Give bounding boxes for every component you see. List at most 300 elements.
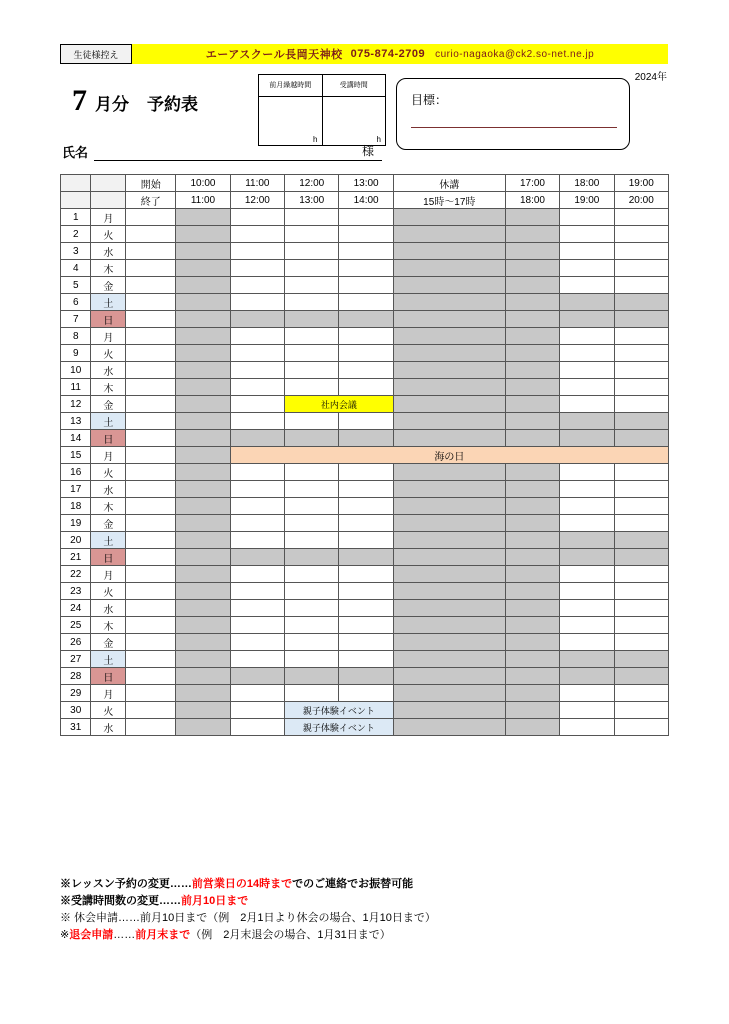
bookable-slot-cell[interactable] [614, 396, 668, 413]
bookable-slot-cell[interactable] [614, 583, 668, 600]
bookable-slot-cell[interactable] [339, 362, 393, 379]
bookable-slot-cell[interactable] [339, 328, 393, 345]
bookable-slot-cell[interactable] [339, 481, 393, 498]
bookable-slot-cell[interactable] [614, 277, 668, 294]
bookable-slot-cell[interactable] [285, 498, 339, 515]
row-label-cell[interactable] [126, 634, 176, 651]
unavailable-slot-cell [339, 549, 393, 566]
row-date-number: 10 [61, 362, 91, 379]
closed-period-time: 15時〜17時 [393, 192, 505, 209]
unavailable-slot-cell [505, 515, 559, 532]
row-label-cell[interactable] [126, 379, 176, 396]
end-time-6: 20:00 [614, 192, 668, 209]
row-label-cell[interactable] [126, 498, 176, 515]
unavailable-slot-cell [505, 277, 559, 294]
bookable-slot-cell[interactable] [339, 379, 393, 396]
bookable-slot-cell[interactable] [614, 362, 668, 379]
unavailable-slot-cell [505, 498, 559, 515]
unavailable-slot-cell [560, 413, 614, 430]
bookable-slot-cell[interactable] [339, 651, 393, 668]
bookable-slot-cell[interactable] [614, 464, 668, 481]
row-weekday: 日 [91, 549, 126, 566]
unavailable-slot-cell [176, 481, 230, 498]
row-date-number: 15 [61, 447, 91, 464]
bookable-slot-cell[interactable] [285, 617, 339, 634]
bookable-slot-cell[interactable] [339, 226, 393, 243]
row-weekday: 木 [91, 617, 126, 634]
bookable-slot-cell[interactable] [614, 634, 668, 651]
row-label-cell[interactable] [126, 702, 176, 719]
bookable-slot-cell[interactable] [614, 702, 668, 719]
closed-slot-cell [393, 226, 505, 243]
unavailable-slot-cell [176, 447, 230, 464]
note-line-1 [60, 893, 436, 910]
bookable-slot-cell[interactable] [285, 464, 339, 481]
row-weekday: 木 [91, 498, 126, 515]
bookable-slot-cell[interactable] [560, 515, 614, 532]
bookable-slot-cell[interactable] [230, 328, 284, 345]
table-row [61, 549, 669, 566]
row-label-cell[interactable] [126, 362, 176, 379]
bookable-slot-cell[interactable] [339, 532, 393, 549]
row-date-number: 14 [61, 430, 91, 447]
bookable-slot-cell[interactable] [230, 345, 284, 362]
table-row [61, 328, 669, 345]
unavailable-slot-cell [505, 600, 559, 617]
unavailable-slot-cell [560, 311, 614, 328]
carryover-header-left: 前月繰越時間 [259, 75, 323, 97]
bookable-slot-cell[interactable] [339, 685, 393, 702]
bookable-slot-cell[interactable] [230, 498, 284, 515]
row-weekday: 日 [91, 430, 126, 447]
row-date-number: 18 [61, 498, 91, 515]
row-weekday: 日 [91, 311, 126, 328]
unavailable-slot-cell [230, 430, 284, 447]
bookable-slot-cell[interactable] [339, 294, 393, 311]
bookable-slot-cell[interactable] [285, 260, 339, 277]
unavailable-slot-cell [176, 719, 230, 736]
unavailable-slot-cell [505, 328, 559, 345]
bookable-slot-cell[interactable] [339, 600, 393, 617]
closed-period-label: 休講 [393, 175, 505, 192]
bookable-slot-cell[interactable] [230, 532, 284, 549]
bookable-slot-cell[interactable] [614, 685, 668, 702]
row-label-cell[interactable] [126, 549, 176, 566]
row-label-cell[interactable] [126, 430, 176, 447]
note-3-mid: …… [113, 929, 136, 942]
row-label-cell[interactable] [126, 515, 176, 532]
unavailable-slot-cell [505, 651, 559, 668]
bookable-slot-cell[interactable] [614, 719, 668, 736]
carryover-header-right: 受講時間 [323, 75, 386, 97]
header-blank-day [91, 175, 126, 192]
table-row [61, 413, 669, 430]
header-blank-num-2 [61, 192, 91, 209]
bookable-slot-cell[interactable] [285, 243, 339, 260]
bookable-slot-cell[interactable] [614, 600, 668, 617]
unavailable-slot-cell [505, 566, 559, 583]
closed-slot-cell [393, 311, 505, 328]
row-weekday: 水 [91, 362, 126, 379]
schedule-note-cell[interactable]: 社内会議 [285, 396, 394, 413]
bookable-slot-cell[interactable] [614, 345, 668, 362]
row-date-number: 5 [61, 277, 91, 294]
bookable-slot-cell[interactable] [285, 226, 339, 243]
bookable-slot-cell[interactable] [614, 617, 668, 634]
table-row [61, 702, 669, 719]
note-1-prefix: ※受講時間数の変更…… [60, 895, 181, 908]
row-label-cell[interactable] [126, 260, 176, 277]
bookable-slot-cell[interactable] [285, 277, 339, 294]
bookable-slot-cell[interactable] [560, 600, 614, 617]
unavailable-slot-cell [176, 260, 230, 277]
start-label: 開始 [126, 175, 176, 192]
unavailable-slot-cell [176, 345, 230, 362]
bookable-slot-cell[interactable] [230, 379, 284, 396]
table-row [61, 209, 669, 226]
bookable-slot-cell[interactable] [230, 464, 284, 481]
bookable-slot-cell[interactable] [230, 481, 284, 498]
row-label-cell[interactable] [126, 413, 176, 430]
bookable-slot-cell[interactable] [560, 464, 614, 481]
unavailable-slot-cell [176, 583, 230, 600]
row-date-number: 25 [61, 617, 91, 634]
row-label-cell[interactable] [126, 447, 176, 464]
bookable-slot-cell[interactable] [560, 209, 614, 226]
bookable-slot-cell[interactable] [339, 583, 393, 600]
bookable-slot-cell[interactable] [339, 498, 393, 515]
bookable-slot-cell[interactable] [230, 209, 284, 226]
bookable-slot-cell[interactable] [560, 260, 614, 277]
row-date-number: 1 [61, 209, 91, 226]
closed-slot-cell [393, 209, 505, 226]
table-row [61, 685, 669, 702]
note-line-3 [60, 927, 436, 944]
unavailable-slot-cell [176, 209, 230, 226]
bookable-slot-cell[interactable] [560, 617, 614, 634]
bookable-slot-cell[interactable] [560, 277, 614, 294]
row-label-cell[interactable] [126, 685, 176, 702]
bookable-slot-cell[interactable] [560, 702, 614, 719]
unavailable-slot-cell [176, 702, 230, 719]
note-0-suffix: でのご連絡でお振替可能 [292, 878, 414, 890]
unavailable-slot-cell [505, 430, 559, 447]
start-time-3: 13:00 [339, 175, 393, 192]
row-label-cell[interactable] [126, 532, 176, 549]
bookable-slot-cell[interactable] [614, 566, 668, 583]
bookable-slot-cell[interactable] [560, 481, 614, 498]
bookable-slot-cell[interactable] [339, 617, 393, 634]
bookable-slot-cell[interactable] [560, 634, 614, 651]
bookable-slot-cell[interactable] [560, 243, 614, 260]
row-date-number: 29 [61, 685, 91, 702]
bookable-slot-cell[interactable] [285, 515, 339, 532]
schedule-note-cell[interactable]: 海の日 [230, 447, 668, 464]
row-label-cell[interactable] [126, 209, 176, 226]
header-blank-num [61, 175, 91, 192]
carryover-value-right[interactable]: h [376, 135, 381, 144]
table-row [61, 226, 669, 243]
bookable-slot-cell[interactable] [339, 243, 393, 260]
start-time-2: 12:00 [285, 175, 339, 192]
row-date-number: 31 [61, 719, 91, 736]
row-date-number: 12 [61, 396, 91, 413]
bookable-slot-cell[interactable] [285, 685, 339, 702]
note-line-2 [60, 910, 436, 927]
bookable-slot-cell[interactable] [285, 328, 339, 345]
closed-slot-cell [393, 345, 505, 362]
row-label-cell[interactable] [126, 311, 176, 328]
row-date-number: 24 [61, 600, 91, 617]
bookable-slot-cell[interactable] [339, 413, 393, 430]
closed-slot-cell [393, 498, 505, 515]
row-label-cell[interactable] [126, 294, 176, 311]
bookable-slot-cell[interactable] [614, 260, 668, 277]
unavailable-slot-cell [339, 668, 393, 685]
unavailable-slot-cell [176, 668, 230, 685]
closed-slot-cell [393, 549, 505, 566]
row-date-number: 6 [61, 294, 91, 311]
bookable-slot-cell[interactable] [560, 379, 614, 396]
bookable-slot-cell[interactable] [230, 617, 284, 634]
row-label-cell[interactable] [126, 719, 176, 736]
closed-slot-cell [393, 651, 505, 668]
row-weekday: 水 [91, 719, 126, 736]
closed-slot-cell [393, 600, 505, 617]
bookable-slot-cell[interactable] [230, 396, 284, 413]
unavailable-slot-cell [230, 668, 284, 685]
bookable-slot-cell[interactable] [230, 515, 284, 532]
bookable-slot-cell[interactable] [230, 226, 284, 243]
table-row [61, 396, 669, 413]
bookable-slot-cell[interactable] [285, 413, 339, 430]
closed-slot-cell [393, 328, 505, 345]
bookable-slot-cell[interactable] [560, 685, 614, 702]
row-date-number: 3 [61, 243, 91, 260]
bookable-slot-cell[interactable] [560, 498, 614, 515]
goal-box[interactable] [396, 78, 630, 150]
closed-slot-cell [393, 396, 505, 413]
row-weekday: 月 [91, 447, 126, 464]
unavailable-slot-cell [339, 311, 393, 328]
unavailable-slot-cell [505, 549, 559, 566]
unavailable-slot-cell [560, 668, 614, 685]
bookable-slot-cell[interactable] [285, 345, 339, 362]
bookable-slot-cell[interactable] [285, 634, 339, 651]
schedule-note-cell[interactable]: 親子体験イベント [285, 719, 394, 736]
closed-slot-cell [393, 702, 505, 719]
bookable-slot-cell[interactable] [339, 515, 393, 532]
bookable-slot-cell[interactable] [614, 498, 668, 515]
bookable-slot-cell[interactable] [339, 277, 393, 294]
row-label-cell[interactable] [126, 328, 176, 345]
row-date-number: 4 [61, 260, 91, 277]
row-weekday: 金 [91, 515, 126, 532]
unavailable-slot-cell [176, 651, 230, 668]
bookable-slot-cell[interactable] [560, 328, 614, 345]
bookable-slot-cell[interactable] [230, 719, 284, 736]
bookable-slot-cell[interactable] [285, 532, 339, 549]
bookable-slot-cell[interactable] [230, 634, 284, 651]
start-time-1: 11:00 [230, 175, 284, 192]
unavailable-slot-cell [176, 328, 230, 345]
bookable-slot-cell[interactable] [560, 362, 614, 379]
note-1-highlight: 前月10日まで [181, 895, 249, 908]
table-row [61, 481, 669, 498]
bookable-slot-cell[interactable] [560, 583, 614, 600]
bookable-slot-cell[interactable] [230, 243, 284, 260]
year-label: 2024年 [634, 72, 667, 83]
bookable-slot-cell[interactable] [285, 209, 339, 226]
unavailable-slot-cell [614, 651, 668, 668]
bookable-slot-cell[interactable] [230, 413, 284, 430]
start-time-4: 17:00 [505, 175, 559, 192]
goal-label: 目標： [411, 93, 448, 107]
unavailable-slot-cell [505, 532, 559, 549]
unavailable-slot-cell [560, 549, 614, 566]
unavailable-slot-cell [505, 617, 559, 634]
bookable-slot-cell[interactable] [230, 294, 284, 311]
end-time-3: 14:00 [339, 192, 393, 209]
bookable-slot-cell[interactable] [560, 226, 614, 243]
row-label-cell[interactable] [126, 583, 176, 600]
bookable-slot-cell[interactable] [339, 634, 393, 651]
unavailable-slot-cell [176, 464, 230, 481]
unavailable-slot-cell [176, 430, 230, 447]
schedule-body [61, 209, 669, 736]
name-honorific: 様 [361, 144, 374, 158]
closed-slot-cell [393, 294, 505, 311]
notes-section [60, 876, 436, 944]
bookable-slot-cell[interactable] [285, 583, 339, 600]
bookable-slot-cell[interactable] [560, 396, 614, 413]
name-input-line[interactable] [94, 143, 382, 161]
row-label-cell[interactable] [126, 566, 176, 583]
unavailable-slot-cell [505, 209, 559, 226]
unavailable-slot-cell [505, 226, 559, 243]
note-2-text: ※ 休会申請……前月10日まで（例 2月1日より休会の場合、1月10日まで） [60, 912, 436, 925]
closed-slot-cell [393, 719, 505, 736]
bookable-slot-cell[interactable] [230, 260, 284, 277]
closed-slot-cell [393, 634, 505, 651]
bookable-slot-cell[interactable] [230, 702, 284, 719]
unavailable-slot-cell [285, 549, 339, 566]
header-row-start [61, 175, 669, 192]
row-label-cell[interactable] [126, 600, 176, 617]
row-label-cell[interactable] [126, 226, 176, 243]
bookable-slot-cell[interactable] [230, 600, 284, 617]
row-label-cell[interactable] [126, 651, 176, 668]
row-label-cell[interactable] [126, 277, 176, 294]
row-label-cell[interactable] [126, 617, 176, 634]
row-label-cell[interactable] [126, 481, 176, 498]
bookable-slot-cell[interactable] [230, 651, 284, 668]
unavailable-slot-cell [176, 277, 230, 294]
table-row [61, 345, 669, 362]
unavailable-slot-cell [614, 413, 668, 430]
unavailable-slot-cell [505, 685, 559, 702]
bookable-slot-cell[interactable] [614, 209, 668, 226]
closed-slot-cell [393, 617, 505, 634]
goal-write-line[interactable] [411, 127, 617, 128]
row-date-number: 19 [61, 515, 91, 532]
unavailable-slot-cell [176, 617, 230, 634]
carryover-hours-table [258, 74, 386, 146]
bookable-slot-cell[interactable] [614, 243, 668, 260]
header-banner [60, 44, 668, 64]
bookable-slot-cell[interactable] [339, 464, 393, 481]
bookable-slot-cell[interactable] [285, 481, 339, 498]
bookable-slot-cell[interactable] [560, 719, 614, 736]
table-row [61, 430, 669, 447]
bookable-slot-cell[interactable] [614, 379, 668, 396]
unavailable-slot-cell [614, 549, 668, 566]
bookable-slot-cell[interactable] [230, 583, 284, 600]
row-weekday: 土 [91, 651, 126, 668]
bookable-slot-cell[interactable] [339, 260, 393, 277]
unavailable-slot-cell [176, 498, 230, 515]
bookable-slot-cell[interactable] [230, 277, 284, 294]
schedule-note-cell[interactable]: 親子体験イベント [285, 702, 394, 719]
row-weekday: 火 [91, 702, 126, 719]
bookable-slot-cell[interactable] [339, 345, 393, 362]
unavailable-slot-cell [614, 311, 668, 328]
row-label-cell[interactable] [126, 464, 176, 481]
row-label-cell[interactable] [126, 668, 176, 685]
bookable-slot-cell[interactable] [614, 226, 668, 243]
bookable-slot-cell[interactable] [230, 362, 284, 379]
row-weekday: 月 [91, 566, 126, 583]
unavailable-slot-cell [505, 481, 559, 498]
unavailable-slot-cell [614, 294, 668, 311]
bookable-slot-cell[interactable] [560, 566, 614, 583]
unavailable-slot-cell [176, 549, 230, 566]
unavailable-slot-cell [505, 668, 559, 685]
row-label-cell[interactable] [126, 396, 176, 413]
unavailable-slot-cell [505, 634, 559, 651]
end-time-5: 19:00 [560, 192, 614, 209]
carryover-value-left[interactable]: h [259, 97, 323, 146]
row-label-cell[interactable] [126, 345, 176, 362]
bookable-slot-cell[interactable] [285, 294, 339, 311]
note-3-highlight: 前月末まで [135, 929, 191, 942]
table-row [61, 634, 669, 651]
bookable-slot-cell[interactable] [285, 600, 339, 617]
bookable-slot-cell[interactable] [285, 651, 339, 668]
row-label-cell[interactable] [126, 243, 176, 260]
bookable-slot-cell[interactable] [285, 566, 339, 583]
bookable-slot-cell[interactable] [614, 515, 668, 532]
table-row [61, 719, 669, 736]
note-0-highlight: 前営業日の14時まで [191, 878, 293, 890]
closed-slot-cell [393, 430, 505, 447]
unavailable-slot-cell [176, 515, 230, 532]
row-date-number: 8 [61, 328, 91, 345]
bookable-slot-cell[interactable] [339, 566, 393, 583]
closed-slot-cell [393, 464, 505, 481]
row-date-number: 26 [61, 634, 91, 651]
bookable-slot-cell[interactable] [560, 345, 614, 362]
bookable-slot-cell[interactable] [230, 566, 284, 583]
bookable-slot-cell[interactable] [285, 362, 339, 379]
bookable-slot-cell[interactable] [614, 481, 668, 498]
row-weekday: 月 [91, 685, 126, 702]
bookable-slot-cell[interactable] [614, 328, 668, 345]
bookable-slot-cell[interactable] [230, 685, 284, 702]
bookable-slot-cell[interactable] [339, 209, 393, 226]
closed-slot-cell [393, 566, 505, 583]
bookable-slot-cell[interactable] [285, 379, 339, 396]
